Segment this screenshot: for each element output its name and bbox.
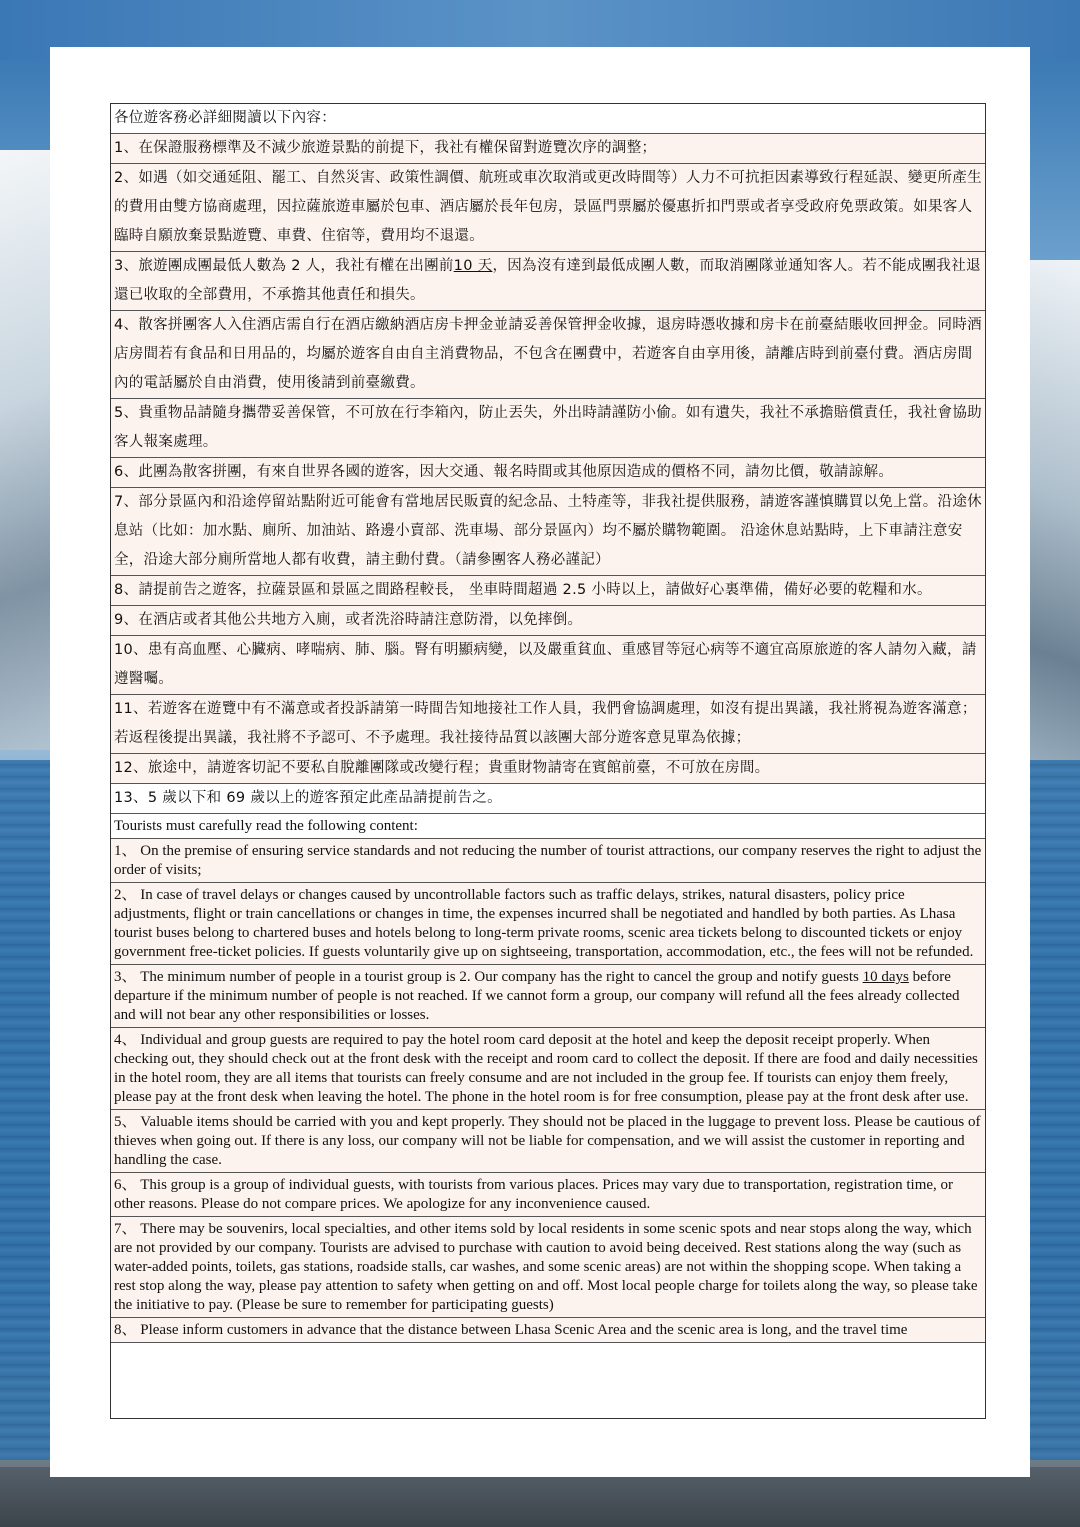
english-item-7: 7、 There may be souvenirs, local specialties, and other items sold by local residents in some scenic spots and near stops along the way, which are not provided by our company. Tourists are advised to purchase with caution to avoid being deceived. Rest stations along the way (such as water-added points, toilets, gas stations, roadside stalls, car washes, and some scenic areas) are not within the shopping scope. When taking a rest stop along the way, please pay attention to safety when getting on and off. Most local people charge for toilets along the way, so please take the initiative to pay. (Please be sure to remember for participating guests): [111, 1217, 985, 1318]
chinese-intro: 各位遊客務必詳細閱讀以下內容：: [111, 104, 985, 134]
chinese-item-1: 1、在保證服務標準及不減少旅遊景點的前提下，我社有權保留對遊覽次序的調整；: [111, 134, 985, 164]
notice-table: [110, 103, 986, 1419]
chinese-item-11: 11、若遊客在遊覽中有不滿意或者投訴請第一時間告知地接社工作人員，我們會協調處理，如沒有提出異議，我社將視為遊客滿意；若返程後提出異議，我社將不予認可、不予處理。我社接待品質以該團大部分遊客意見單為依據；: [111, 695, 985, 754]
english-item-3-prefix: 3、 The minimum number of people in a tourist group is 2. Our company has the right to cancel the group and notify guests: [114, 969, 863, 985]
chinese-item-6: 6、此團為散客拼團，有來自世界各國的遊客，因大交通、報名時間或其他原因造成的價格不同，請勿比價，敬請諒解。: [111, 458, 985, 488]
english-item-6: 6、 This group is a group of individual guests, with tourists from various places. Prices may vary due to transportation, registration time, or other reasons. Please do not compare prices. We apologize for any inconvenience caused.: [111, 1173, 985, 1217]
english-item-8: 8、 Please inform customers in advance that the distance between Lhasa Scenic Area and the scenic area is long, and the travel time: [111, 1318, 985, 1343]
english-item-3: [111, 965, 985, 1028]
chinese-item-5: 5、貴重物品請隨身攜帶妥善保管，不可放在行李箱內，防止丟失，外出時請謹防小偷。如有遺失，我社不承擔賠償責任，我社會協助客人報案處理。: [111, 399, 985, 458]
english-item-4: 4、 Individual and group guests are required to pay the hotel room card deposit at the hotel and keep the deposit receipt properly. When checking out, they should check out at the front desk with the receipt and room card to collect the deposit. If there are food and daily necessities in the hotel room, they are all items that tourists can freely consume and are not included in the group fee. If tourists can enjoy them freely, please pay at the front desk when leaving the hotel. The phone in the hotel room is for free consumption, please pay at the front desk after use.: [111, 1028, 985, 1110]
english-item-2: 2、 In case of travel delays or changes caused by uncontrollable factors such as traffic delays, strikes, natural disasters, policy price adjustments, flight or train cancellations or changes in time, the expenses incurred shall be negotiated and handled by both parties. As Lhasa tourist buses belong to chartered buses and hotels belong to long-term private rooms, scenic area tickets belong to discounted tickets or enjoy government free-ticket policies. If guests voluntarily give up on sightseeing, transportation, accommodation, etc., the fees will not be refunded.: [111, 883, 985, 965]
english-item-3-suffix: before departure if the minimum number of people is not reached. If we cannot form a group, our company will refund all the fees already collected and will not bear any other responsibilities or losses.: [114, 969, 960, 1023]
chinese-item-4: 4、散客拼團客人入住酒店需自行在酒店繳納酒店房卡押金並請妥善保管押金收據，退房時憑收據和房卡在前臺結賬收回押金。同時酒店房間若有食品和日用品的，均屬於遊客自由自主消費物品，不包含在團費中，若遊客自由享用後，請離店時到前臺付費。酒店房間內的電話屬於自由消費，使用後請到前臺繳費。: [111, 311, 985, 399]
chinese-item-12: 12、旅途中，請遊客切記不要私自脫離團隊或改變行程；貴重財物請寄在賓館前臺，不可放在房間。: [111, 754, 985, 784]
english-item-3-days: 10 days: [862, 969, 909, 985]
chinese-item-3-suffix: ，因為沒有達到最低成團人數，而取消團隊並通知客人。若不能成團我社退還已收取的全部費用，不承擔其他責任和損失。: [114, 258, 981, 303]
chinese-item-3-prefix: 3、旅遊團成團最低人數為 2 人，我社有權在出團前: [114, 258, 454, 274]
chinese-item-7: 7、部分景區內和沿途停留站點附近可能會有當地居民販賣的紀念品、土特產等，非我社提供服務，請遊客謹慎購買以免上當。沿途休息站（比如：加水點、廁所、加油站、路邊小賣部、洗車場、部分景區內）均不屬於購物範圍。 沿途休息站點時，上下車請注意安全，沿途大部分廁所當地人都有收費，請主動付費。（請參團客人務必謹記）: [111, 488, 985, 576]
chinese-item-13: 13、5 歲以下和 69 歲以上的遊客預定此產品請提前告之。: [111, 784, 985, 814]
chinese-item-10: 10、患有高血壓、心臟病、哮喘病、肺、腦。腎有明顯病變，以及嚴重貧血、重感冒等冠心病等不適宜高原旅遊的客人請勿入藏，請遵醫囑。: [111, 636, 985, 695]
english-item-5: 5、 Valuable items should be carried with you and kept properly. They should not be placed in the luggage to prevent loss. Please be cautious of thieves when going out. If there is any loss, our company will not be liable for compensation, and we will assist the customer in reporting and handling the case.: [111, 1110, 985, 1173]
english-intro: Tourists must carefully read the following content:: [111, 814, 985, 839]
chinese-item-9: 9、在酒店或者其他公共地方入廁，或者洗浴時請注意防滑，以免摔倒。: [111, 606, 985, 636]
english-item-1: 1、 On the premise of ensuring service standards and not reducing the number of tourist attractions, our company reserves the right to adjust the order of visits;: [111, 839, 985, 883]
chinese-item-8: 8、請提前告之遊客，拉薩景區和景區之間路程較長， 坐車時間超過 2.5 小時以上，請做好心裏準備，備好必要的乾糧和水。: [111, 576, 985, 606]
chinese-item-2: 2、如遇（如交通延阻、罷工、自然災害、政策性調價、航班或車次取消或更改時間等）人力不可抗拒因素導致行程延誤、變更所產生的費用由雙方協商處理，因拉薩旅遊車屬於包車、酒店屬於長年包房，景區門票屬於優惠折扣門票或者享受政府免票政策。如果客人臨時自願放棄景點遊覽、車費、住宿等，費用均不退還。: [111, 164, 985, 252]
chinese-item-3-days: 10 天: [453, 258, 493, 274]
chinese-item-3: [111, 252, 985, 311]
